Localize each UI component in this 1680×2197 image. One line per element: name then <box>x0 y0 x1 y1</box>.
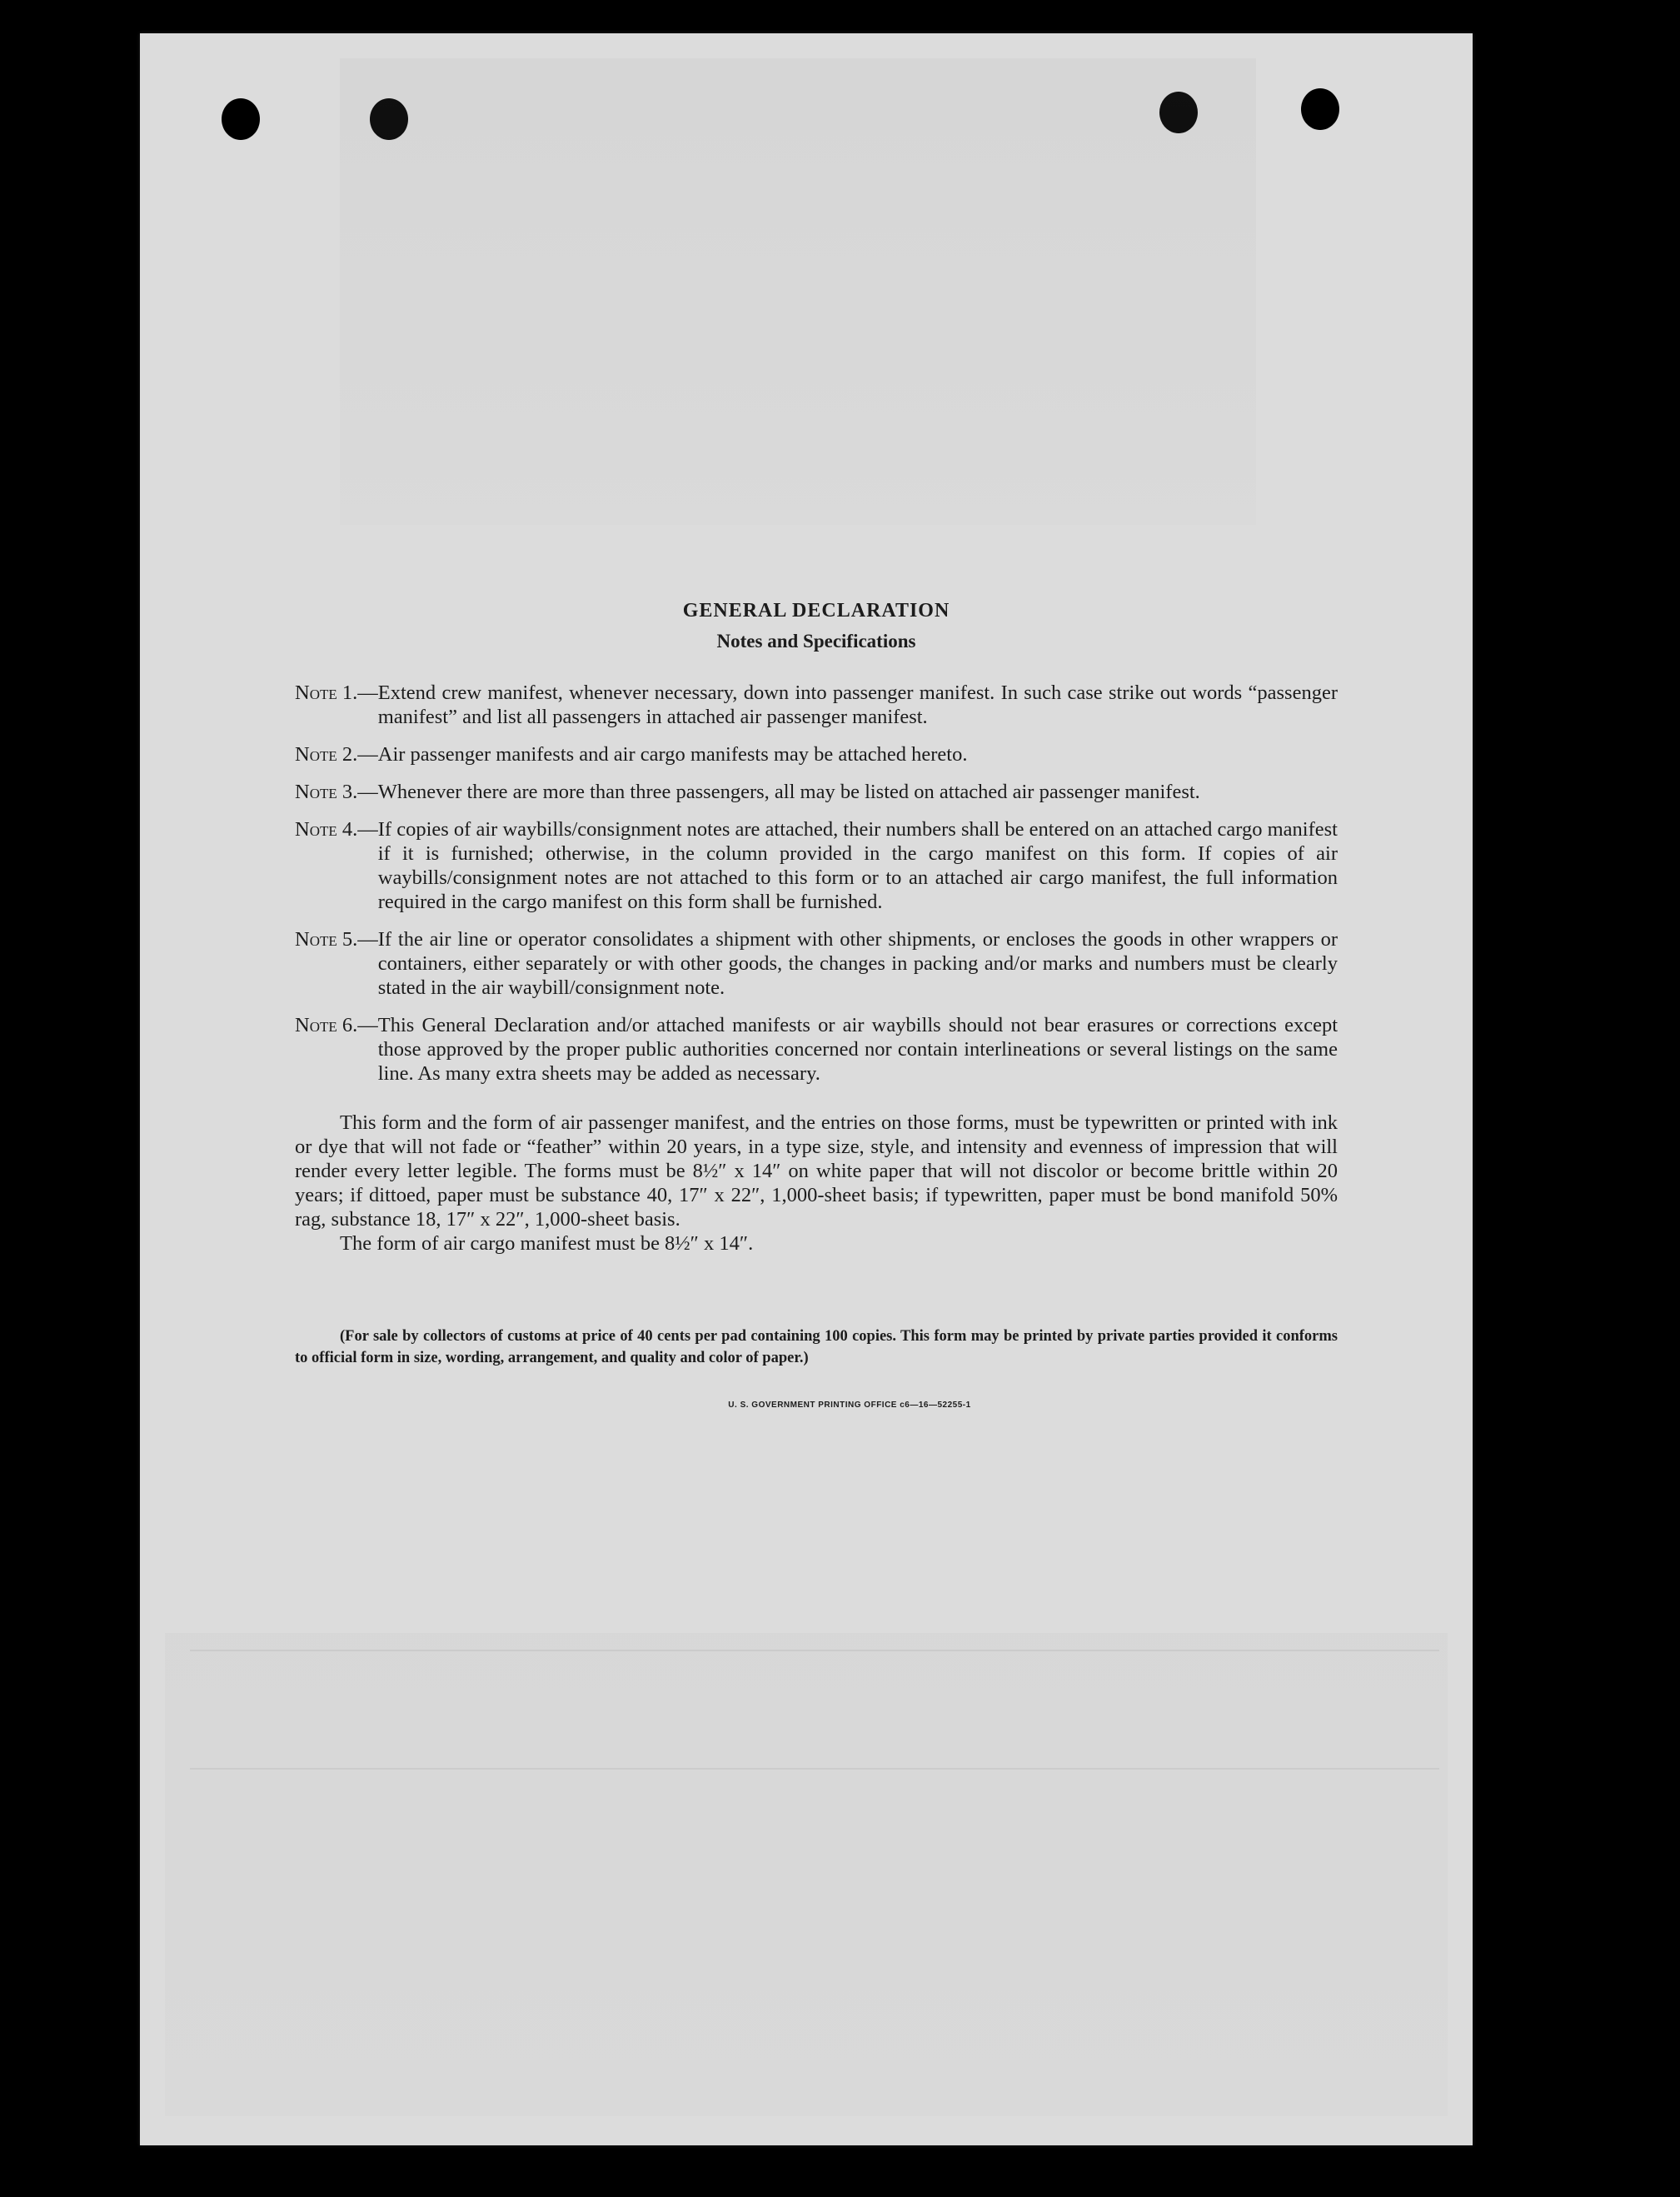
note-3 <box>295 780 1338 804</box>
note-dash: — <box>357 928 378 951</box>
notes-content <box>295 600 1338 1410</box>
page-title: GENERAL DECLARATION <box>682 600 950 622</box>
bleed-through-table-lines <box>190 1650 1439 1770</box>
note-dash: — <box>357 781 378 803</box>
sale-notice: (For sale by collectors of customs at price of 40 cents per pad containing 100 copies. This form may be printed by private parties provided it conforms to official form in size, wording, arrangement, and quality and color of paper.) <box>295 1328 1338 1366</box>
note-6 <box>295 1013 1338 1086</box>
note-text: Whenever there are more than three passengers, all may be listed on attached air passenger manifest. <box>377 781 1200 803</box>
note-dash: — <box>357 682 378 704</box>
punch-hole-right-2 <box>1301 88 1339 130</box>
cargo-manifest-paragraph: The form of air cargo manifest must be 8½″ x 14″. <box>340 1232 754 1255</box>
note-label: Note 1. <box>295 682 358 704</box>
note-dash: — <box>357 818 378 841</box>
note-text: Air passenger manifests and air cargo manifests may be attached hereto. <box>377 743 968 766</box>
document-page <box>140 33 1473 2145</box>
bleed-through-band-top <box>340 58 1256 525</box>
note-label: Note 6. <box>295 1014 358 1036</box>
page-subtitle: Notes and Specifications <box>716 631 916 652</box>
note-text: If the air line or operator consolidates a shipment with other shipments, or encloses the goods in other wrappers or containers, either separately or with other goods, the changes in packing and/or marks and numbers must be clearly stated in the air waybill/consignment note. <box>377 928 1338 999</box>
note-dash: — <box>357 1014 378 1036</box>
note-label: Note 4. <box>295 818 358 841</box>
printer-imprint: U. S. GOVERNMENT PRINTING OFFICE c6—16—52255-1 <box>728 1401 971 1410</box>
note-text: If copies of air waybills/consignment notes are attached, their numbers shall be entered on an attached cargo manifest if it is furnished; otherwise, in the column provided in the cargo manifest on this form. If copies of air waybills/consignment notes are not attached to this form or to an attached air cargo manifest, the full information required in the cargo manifest on this form shall be furnished. <box>377 818 1338 913</box>
note-label: Note 3. <box>295 781 358 803</box>
punch-hole-left-1 <box>222 98 260 140</box>
specification-paragraph: This form and the form of air passenger manifest, and the entries on those forms, must be typewritten or printed with ink or dye that will not fade or “feather” within 20 years, in a type size, style, and intensity and evenness of impression that will render every letter legible. The forms must be 8½″ x 14″ on white paper that will not discolor or become brittle within 20 years; if dittoed, paper must be substance 40, 17″ x 22″, 1,000-sheet basis; if typewritten, paper must be bond manifold 50% rag, substance 18, 17″ x 22″, 1,000-sheet basis. <box>295 1111 1338 1231</box>
note-2 <box>295 742 1338 766</box>
note-label: Note 5. <box>295 928 358 951</box>
note-5 <box>295 927 1338 1000</box>
note-1 <box>295 681 1338 729</box>
note-text: Extend crew manifest, whenever necessary, down into passenger manifest. In such case strike out words “passenger manifest” and list all passengers in attached air passenger manifest. <box>377 682 1338 728</box>
note-dash: — <box>357 743 378 766</box>
note-label: Note 2. <box>295 743 358 766</box>
note-text: This General Declaration and/or attached manifests or air waybills should not bear erasures or corrections except those approved by the proper public authorities concerned nor contain interlineations or several listings on the same line. As many extra sheets may be added as necessary. <box>377 1014 1338 1085</box>
note-4 <box>295 817 1338 914</box>
